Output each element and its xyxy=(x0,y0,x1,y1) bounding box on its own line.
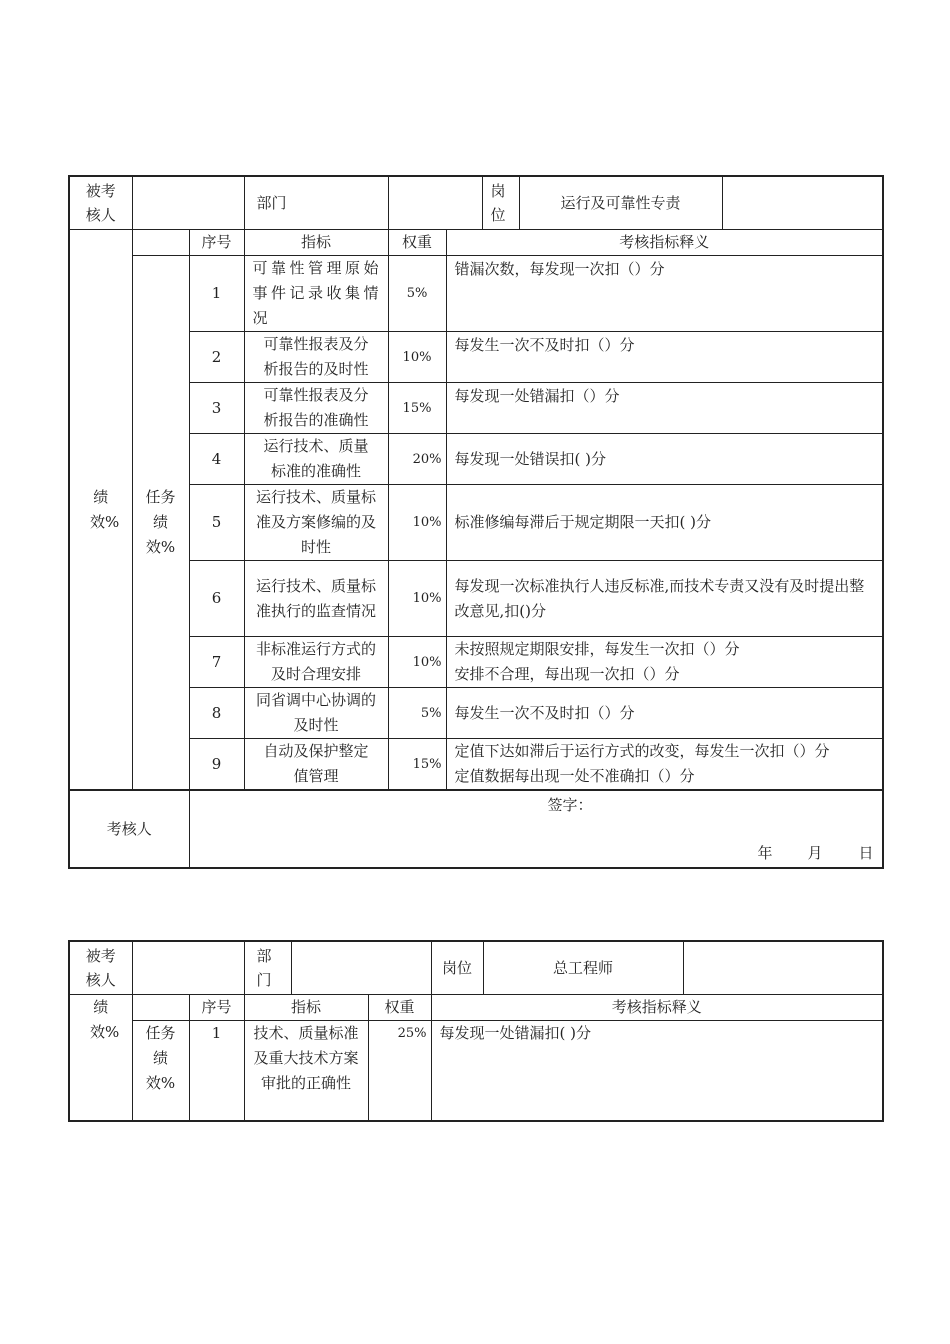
col-header-weight-2: 权重 xyxy=(368,995,431,1021)
col-header-weight: 权重 xyxy=(388,230,446,256)
examinee-value[interactable] xyxy=(132,176,244,230)
row-3-definition: 每发现一处错漏扣（）分 xyxy=(446,383,883,434)
row-8-indicator: 同省调中心协调的及时性 xyxy=(244,688,388,739)
sign-label: 签字： xyxy=(547,796,593,814)
row-1-indicator: 可靠性管理原始事件记录收集情况 xyxy=(244,256,388,332)
post-value-2[interactable]: 总工程师 xyxy=(483,941,683,995)
post-label: 岗位 xyxy=(483,177,520,229)
row-2-seq: 2 xyxy=(189,332,244,383)
col-header-seq: 序号 xyxy=(189,230,244,256)
row-9-weight: 15% xyxy=(388,739,446,791)
post-label-2: 岗位 xyxy=(431,941,483,995)
row-9-definition: 定值下达如滞后于运行方式的改变，每发生一次扣（）分 定值数据每出现一处不准确扣（）分 xyxy=(446,739,883,791)
row-6-indicator: 运行技术、质量标准执行的监查情况 xyxy=(244,561,388,637)
date-month: 月 xyxy=(807,844,823,862)
signature-area[interactable] xyxy=(189,790,883,868)
post-value[interactable]: 运行及可靠性专责 xyxy=(520,177,723,229)
date-day: 日 xyxy=(858,844,874,862)
row-5-weight: 10% xyxy=(388,485,446,561)
examinee-value-2[interactable] xyxy=(132,941,244,995)
row-7-weight: 10% xyxy=(388,637,446,688)
col-header-indicator-2: 指标 xyxy=(244,995,368,1021)
performance-label-2: 绩效% xyxy=(69,995,132,1121)
examinee-label: 被考核人 xyxy=(69,176,132,230)
row-7-indicator: 非标准运行方式的及时合理安排 xyxy=(244,637,388,688)
row-1-definition: 错漏次数，每发现一次扣（）分 xyxy=(446,256,883,332)
row-3-seq: 3 xyxy=(189,383,244,434)
row-5-seq: 5 xyxy=(189,485,244,561)
date-year: 年 xyxy=(757,844,773,862)
examinee-label-2: 被考核人 xyxy=(69,941,132,995)
row-8-definition: 每发生一次不及时扣（）分 xyxy=(446,688,883,739)
row-3-indicator: 可靠性报表及分析报告的准确性 xyxy=(244,383,388,434)
row-8-weight: 5% xyxy=(388,688,446,739)
row-1-weight-2: 25% xyxy=(368,1021,431,1121)
dept-value-2[interactable] xyxy=(292,942,431,994)
row-5-indicator: 运行技术、质量标准及方案修编的及时性 xyxy=(244,485,388,561)
row-7-definition: 未按照规定期限安排，每发生一次扣（）分 安排不合理，每出现一次扣（）分 xyxy=(446,637,883,688)
row-1-indicator-2: 技术、质量标准及重大技术方案审批的正确性 xyxy=(244,1021,368,1121)
assessment-form-1 xyxy=(68,175,884,869)
row-3-weight: 15% xyxy=(388,383,446,434)
task-performance-label-2: 任务绩效% xyxy=(132,1021,189,1121)
row-5-definition: 标准修编每滞后于规定期限一天扣( )分 xyxy=(446,485,883,561)
post-extra-2[interactable] xyxy=(683,941,883,995)
col-header-definition-2: 考核指标释义 xyxy=(431,995,883,1021)
row-6-definition: 每发现一次标准执行人违反标准,而技术专责又没有及时提出整改意见,扣()分 xyxy=(446,561,883,637)
row-6-weight: 10% xyxy=(388,561,446,637)
post-extra[interactable] xyxy=(723,177,883,229)
dept-label: 部门 xyxy=(244,176,388,230)
row-4-weight: 20% xyxy=(388,434,446,485)
row-4-definition: 每发现一处错误扣( )分 xyxy=(446,434,883,485)
performance-label: 绩效% xyxy=(69,230,132,791)
row-1-definition-2: 每发现一处错漏扣( )分 xyxy=(431,1021,883,1121)
dept-value[interactable] xyxy=(388,176,482,230)
row-2-definition: 每发生一次不及时扣（）分 xyxy=(446,332,883,383)
row-4-indicator: 运行技术、质量标准的准确性 xyxy=(244,434,388,485)
row-2-weight: 10% xyxy=(388,332,446,383)
row-1-seq-2: 1 xyxy=(189,1021,244,1121)
dept-label-2: 部门 xyxy=(245,942,292,994)
row-7-seq: 7 xyxy=(189,637,244,688)
assessor-label: 考核人 xyxy=(69,790,189,868)
row-4-seq: 4 xyxy=(189,434,244,485)
assessment-form-2 xyxy=(68,940,884,1122)
row-9-seq: 9 xyxy=(189,739,244,791)
row-2-indicator: 可靠性报表及分析报告的及时性 xyxy=(244,332,388,383)
col-header-definition: 考核指标释义 xyxy=(446,230,883,256)
col-header-seq-2: 序号 xyxy=(189,995,244,1021)
row-6-seq: 6 xyxy=(189,561,244,637)
row-1-weight: 5% xyxy=(388,256,446,332)
row-9-indicator: 自动及保护整定值管理 xyxy=(244,739,388,791)
col-header-indicator: 指标 xyxy=(244,230,388,256)
task-performance-label: 任务绩效% xyxy=(132,256,189,791)
row-8-seq: 8 xyxy=(189,688,244,739)
row-1-seq: 1 xyxy=(189,256,244,332)
